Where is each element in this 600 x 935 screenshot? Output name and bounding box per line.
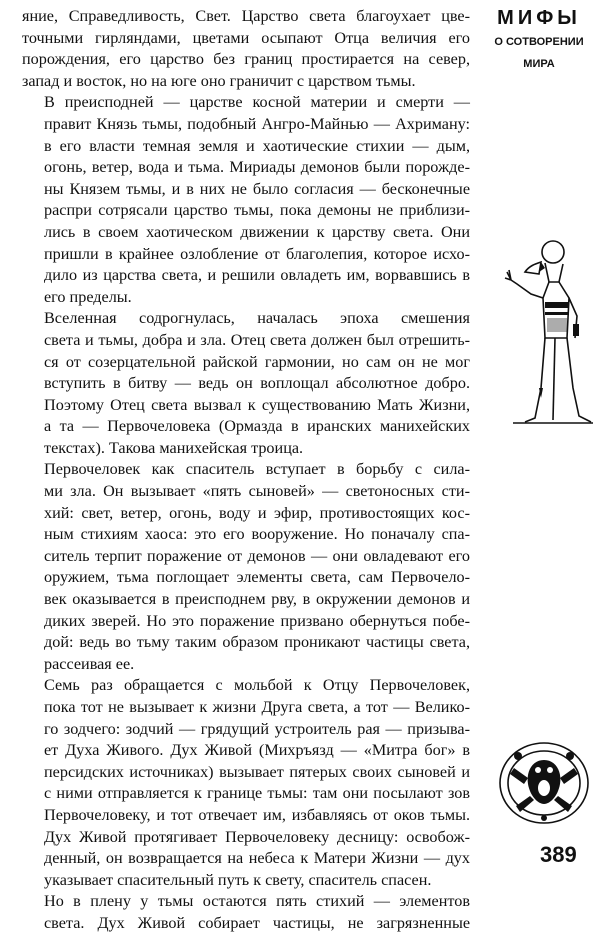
text-line: Вселенная содрогнулась, началась эпоха смешения xyxy=(44,309,470,328)
text-line: диких зверей. Но это поражение призвано обернуться побе- xyxy=(44,611,470,630)
paragraph xyxy=(22,308,470,459)
paragraph xyxy=(22,92,470,308)
text-line: а та — Первочеловека (Ормазда в иранских манихейских xyxy=(44,417,470,436)
text-line: ет Духа Живого. Дух Живой (Михръязд — «Митра бог» в xyxy=(44,741,470,760)
paragraph xyxy=(22,891,470,934)
text-line: в его власти темная земля и хаотические стихии — дым, xyxy=(44,136,470,155)
text-line: указывает спасительный путь к свету, спаситель спасен. xyxy=(44,870,432,889)
text-line: ми зла. Он вызывает «пять сыновей» — светоносных сти- xyxy=(44,482,470,501)
frog-emblem-illustration xyxy=(496,738,592,828)
text-line: оружием, тьма поглощает элементы света, сам Первочело- xyxy=(44,568,470,587)
text-line: правит Князь тьмы, подобный Ангро-Майнью — Ахриману: xyxy=(44,114,470,133)
text-line: Первочеловеку, и тот отвечает им, избавляясь от оков тьмы. xyxy=(44,805,470,824)
text-line: Первочеловек как спаситель вступает в борьбу с сила- xyxy=(44,460,470,479)
text-line: света. Дух Живой собирает частицы, не загрязненные xyxy=(44,913,470,932)
text-line: точными гирляндами, цветами осыпают Отца величия его xyxy=(22,28,470,47)
text-line: огонь, ветер, вода и тьма. Мириады демонов были порожде- xyxy=(44,158,470,177)
text-line: В преисподней — царстве косной материи и смерти — xyxy=(44,93,470,112)
text-line: порождения, его царство без границ простирается на север, xyxy=(22,50,470,69)
text-line: Дух Живой протягивает Первочеловеку десницу: освобож- xyxy=(44,827,470,846)
text-line: век оказывается в преисподнем рву, в окружении демонов и xyxy=(44,590,470,609)
text-line: денный, он возвращается на небеса к Матери Жизни — дух xyxy=(44,849,470,868)
text-line: Семь раз обращается с мольбой к Отцу Первочеловек, xyxy=(44,676,470,695)
sidebar-header xyxy=(484,6,594,72)
text-line: Но в плену у тьмы остаются пять стихий — элементов xyxy=(44,892,470,911)
text-line: вступить в битву — ведь он воплощал абсолютное добро. xyxy=(44,374,470,393)
text-line: распри сотрясали царство тьмы, пока демоны не приблизи- xyxy=(44,201,470,220)
text-line: ным стихиям хаоса: это его вооружение. Но поначалу спа- xyxy=(44,525,470,544)
text-line: рассеивая ее. xyxy=(44,654,135,673)
text-line: лись в своем хаотическом движении к царству света. Они xyxy=(44,222,470,241)
text-line: ся от созерцательной райской гармонии, но сам он не мог xyxy=(44,352,470,371)
text-line: го зодчего: зодчий — грядущий устроитель рая — призыва- xyxy=(44,719,470,738)
text-line: яние, Справедливость, Свет. Царство света благоухает цве- xyxy=(22,7,470,25)
text-line: текстах). Такова манихейская троица. xyxy=(44,438,304,457)
text-line: запад и восток, но на юге оно граничит с царством тьмы. xyxy=(22,71,416,90)
paragraph xyxy=(22,675,470,891)
text-line: его пределы. xyxy=(44,287,132,306)
text-line: пока тот не вызывает к жизни Друга света, а тот — Велико- xyxy=(44,698,470,716)
text-line: Поэтому Отец света вызвал к существованию Мать Жизни, xyxy=(44,395,470,414)
text-line: дило из царства света, и решили овладеть им, ворвавшись в xyxy=(44,266,470,285)
main-text xyxy=(22,6,470,935)
text-line: ны Князем тьмы, и в них не было согласия — бесконечные xyxy=(44,179,470,198)
text-line: хий: свет, ветер, огонь, воду и эфир, противостоящих кос- xyxy=(44,503,470,522)
text-line: персидских источниках) вызывает пятерых своих сыновей и xyxy=(44,762,470,781)
text-line: с ними отправляется к границе тьмы: там они посылают зов xyxy=(44,784,470,803)
egyptian-deity-illustration xyxy=(495,238,595,428)
page-number: 389 xyxy=(540,842,577,867)
paragraph xyxy=(22,459,470,675)
section-title: МИФЫ xyxy=(497,7,581,29)
paragraph xyxy=(22,6,470,92)
text-line: пришли в крайнее озлобление от благолепия, которое исхо- xyxy=(44,244,470,263)
section-subtitle: О СОТВОРЕНИИ xyxy=(494,36,584,48)
text-line: света и тьмы, добра и зла. Отец света должен был отрешить- xyxy=(44,330,470,349)
section-subtitle-2: МИРА xyxy=(523,58,555,70)
text-line: дой: ведь во тьму таким образом проникают частицы света, xyxy=(44,633,470,652)
text-line: ситель терпит поражение от демонов — они овладевают его xyxy=(44,546,470,565)
